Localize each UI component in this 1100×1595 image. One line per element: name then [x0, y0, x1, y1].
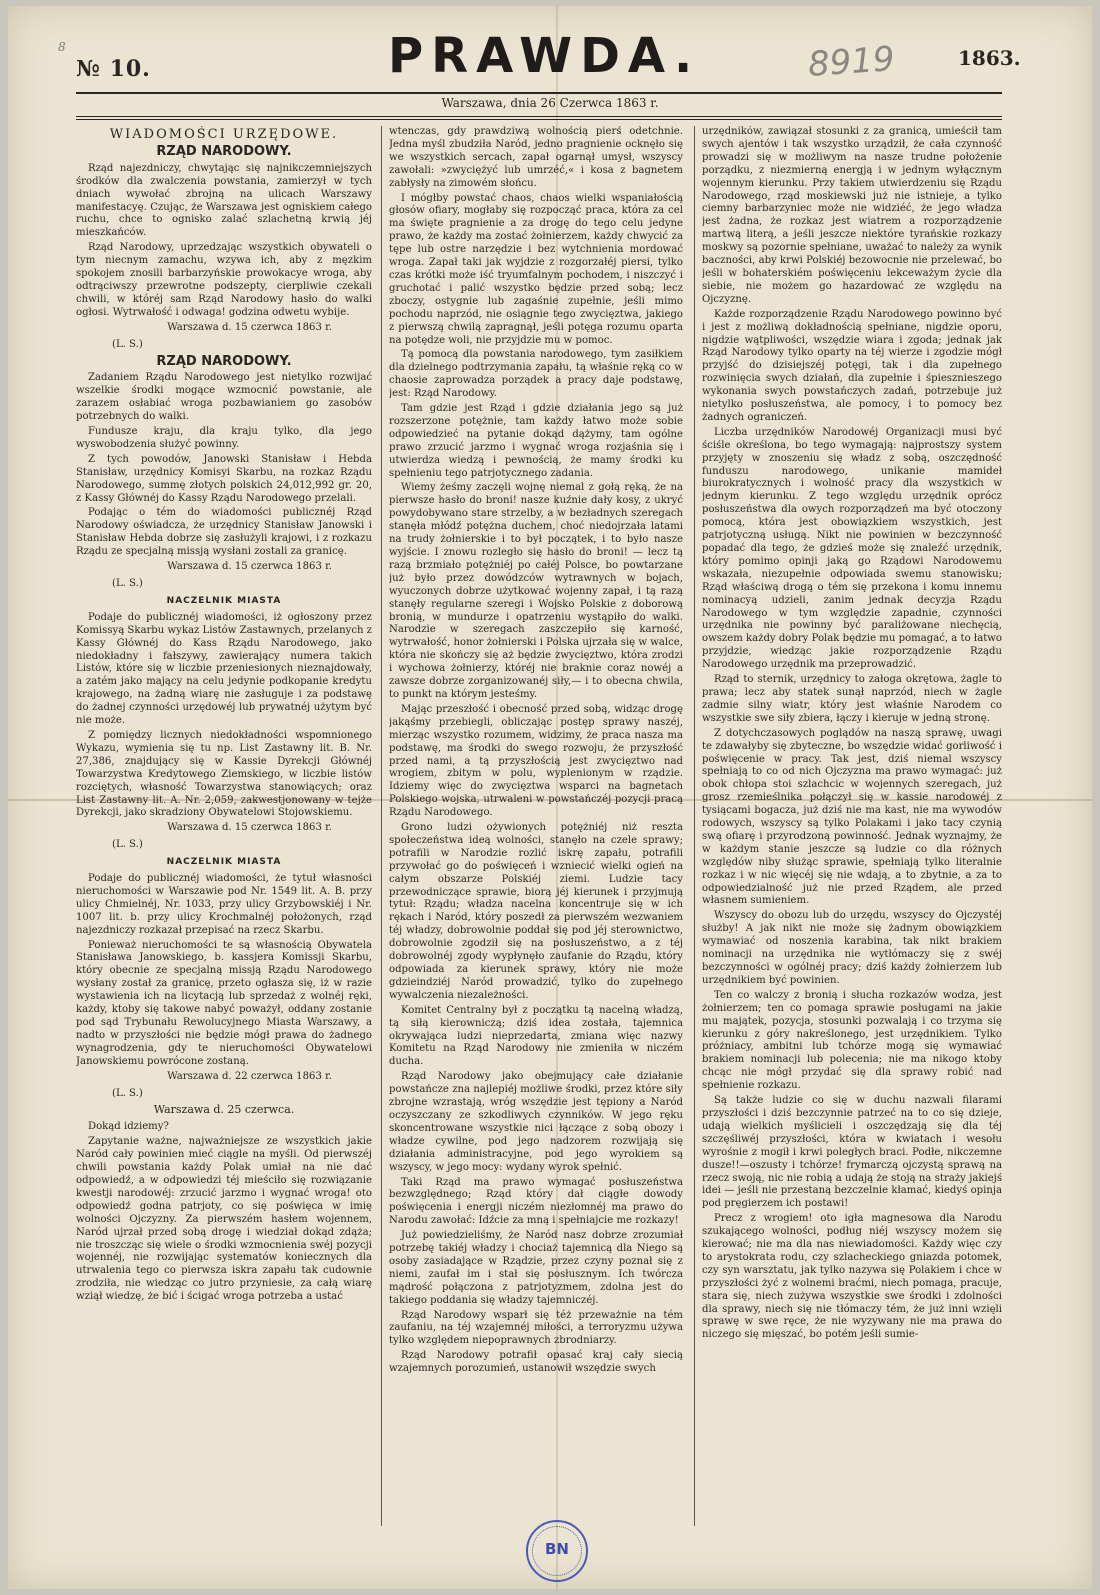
paragraph: wtenczas, gdy prawdziwą wolnością pierś odetchnie. Jedna myśl zbudziła Naród, jedno pragnienie ocknęło się we wszystkich sercach, zapał ogarnął umysł, wszyscy zawołali: »zwyciężyć lub umrzéć,« i kosa z bagnetem zabłysły na zimowém słońcu. [389, 126, 683, 189]
signature-date: Warszawa d. 15 czerwca 1863 r. [167, 561, 332, 573]
paragraph: Taki Rząd ma prawo wymagać posłuszeństwa bezwzględnego; Rząd który dał ciągłe dowody poświęcenia i energji niczém niezłomnéj ma prawo do Narodu zawołać: Idźcie za mną i spełniajcie me rozkazy! [389, 1176, 683, 1227]
seal-mark: (L. S.) [112, 338, 143, 350]
masthead [8, 6, 1092, 116]
paragraph: urzędników, zawiązał stosunki z za granicą, umieścił tam swych ajentów i tak wszystko urządził, że cała czynność prowadzi się w możliwym na nasze trudne położenie porządku, z niezmierną energją i w jednym wyłącznym wojennym kierunku. Przy takiem utwierdzeniu się Rządu Narodowego, rząd moskiewski już nie istnieje, a tylko ciemny barbarzyniec może nie widziéć, że jego władza jest żadna, że rozkaz jest wiatrem a rozporządzenie martwą literą, a jeśli jeszcze niektóre tyrańskie rozkazy moskwy są pozornie spełniane, uważać to należy za wynik baczności, aby krwi Polskiéj bezowocnie nie przelewać, bo jeśli w bohaterskiém poświęceniu lekceważym życie dla siebie, nie możem go hazardować ze względu na Ojczyznę. [702, 126, 1002, 305]
paragraph: Każde rozporządzenie Rządu Narodowego powinno być i jest z możliwą dokładnością spełniane, nigdzie oporu, nigdzie wątpliwości, wszędzie wiara i zgoda; jednak jak Rząd Narodowy tylko oparty na téj wierze i zgodzie mógł przyjść do dzisiejszéj potęgi, tak i dla zupełnego rozwinięcia swych działań, dla zupełnie i śpiesznieszego wykonania swych powstańczych zadań, potrzebuje już nietylko posłuszeństwa, ale pomocy, i to pomocy bez żadnych ograniczeń. [702, 308, 1002, 423]
section-title: WIADOMOŚCI URZĘDOWE. [109, 127, 339, 142]
margin-mark: 8 [58, 40, 66, 54]
issue-number: № 10. [76, 56, 151, 82]
paragraph: Rząd Narodowy, uprzedzając wszystkich obywateli o tym niecnym zamachu, wzywa ich, aby z męzkim spokojem znosili barbarzyńskie prowokacye wroga, aby odtrąciwszy przewrotne podszepty, cierpliwie czekali chwili, w któréj sam Rząd Narodowy hasło do walki ogłosi. Wytrwałość i odwaga! godzina odwetu wybije. [76, 242, 372, 318]
paragraph: Już powiedzieliśmy, że Naród nasz dobrze zrozumiał potrzebę takiéj władzy i chociaż tajemnicą dla Niego są osoby zasiadające w Rządzie, przez czyny poznał się z niemi, zaufał im i stał się posłusznym. Ich twórcza mądrość połączona z patrjotyzmem, zdolna jest do takiego poddania się władzy tajemniczéj. [389, 1230, 683, 1306]
paragraph: I mógłby powstać chaos, chaos wielki wspaniałością głosów ofiary, mogłaby się rozpocząć praca, która za cel ma święte pragnienie a za drogę do tego celu jedyne prawo, że każdy ma zostać żołnierzem, każdy chwycić za tępe lub ostre narzędzie i bez wytchnienia mordować wroga. Zapał taki jak wyjdzie z rozgorzałéj piersi, tylko czas krótki może iść tryumfalnym pochodem, i niszczyć i gruchotać i palić wszystko będzie przed sobą; lecz zboczy, ostygnie lub zagaśnie zupełnie, jeśli mimo pochodu naprzód, nie osiągnie tego zwycięztwa, jakiego z pierwszą chwilą zapragnął, jeśli potęga rozumu oparta na potędze woli, nie przyjdzie mu w pomoc. [389, 192, 683, 346]
paragraph: Zadaniem Rządu Narodowego jest nietylko rozwijać wszelkie środki mogące wzmocnić powstanie, ale zarazem osłabiać wroga pozbawianiem go zasobów potrzebnych do walki. [76, 372, 372, 423]
paragraph: Ten co walczy z bronią i słucha rozkazów wodza, jest żołnierzem; ten co pomaga sprawie posługami na jakie mu majątek, pozycja, stosunki pozwalają i co trzyma się kierunku z góry nakreślonego, jest urzędnikiem. Tylko próżniacy, ambitni lub tchórze mogą się wymawiać brakiem nominacji lub polecenia; nie ma nikogo ktoby chcąc nie mógł przydać się dla sprawy robić nad spełnienie rozkazu. [702, 989, 1002, 1092]
paragraph: Wszyscy do obozu lub do urzędu, wszyscy do Ojczystéj służby! A jak nikt nie może się żadnym obowiązkiem wymawiać od noszenia karabina, tak nikt brakiem nominacji na urzędnika nie wytłómaczy się z swéj bezczynności w ogólnéj pracy; dziś każdy żołnierzem lub urzędnikiem być powinien. [702, 910, 1002, 986]
paragraph: Rząd Narodowy potrafił opasać kraj cały siecią wzajemnych porozumień, ustanowił wszędzie swych [389, 1350, 683, 1375]
paragraph: Rząd najezdniczy, chwytając się najnikczemniejszych środków dla zwalczenia powstania, zamierzył w tych dniach wywołać zbrojną na ulicach Warszawy manifestacyę. Czując, że Warszawa jest ogniskiem całego ruchu, chce to ognisko zalać szlachetną krwią jéj mieszkańców. [76, 162, 372, 239]
column-3 [702, 126, 1002, 1546]
signature-date: Warszawa d. 22 czerwca 1863 r. [167, 1070, 332, 1082]
article-title: Warszawa d. 25 czerwca. [153, 1103, 295, 1117]
issue-year: 1863. [958, 46, 1021, 70]
article-title: NACZELNIK MIASTA [166, 857, 282, 868]
newspaper-title: PRAWDA. [388, 28, 701, 84]
article-title: NACZELNIK MIASTA [166, 595, 282, 606]
stamp-text: BN [545, 1540, 569, 1558]
paragraph: Są także ludzie co się w duchu nazwali filarami przyszłości i dziś bezczynnie patrzeć na to co się dzieje, udają wielkich myślicieli i oszczędzają się dla téj szczęśliwéj przyszłości, która w kwiatach i wesołu wyrośnie z mogił i krwi poległych braci. Podłe, nikczemne dusze!!—oszusty i tchórze! frymarczą ojczystą sprawą na rzecz swoją, nic nie robią a udają że stoją na straży jakiejś idei — jeśli nie przestaną bezczelnie kłamać, kiedyś opinja pod pręgierzem ich postawi! [702, 1095, 1002, 1210]
seal-mark: (L. S.) [112, 1087, 143, 1099]
signature-date: Warszawa d. 15 czerwca 1863 r. [167, 822, 332, 834]
paragraph: Fundusze kraju, dla kraju tylko, dla jego wyswobodzenia służyć powinny. [76, 426, 372, 450]
paragraph: Rząd Narodowy wsparł się téż przeważnie na tém zaufaniu, na téj wzajemnéj miłości, a terroryzmu używa tylko względem niepoprawnych zbrodniarzy. [389, 1309, 683, 1347]
paragraph: Z dotychczasowych poglądów na naszą sprawę, uwagi te zdawałyby się zbyteczne, bo wszędzie widać gorliwość i poświęcenie w pracy. Tak jest, dziś niemal wszyscy spełniają to co od nich Ojczyzna ma prawo wymagać: już obok chłopa stoi szlachcic w wojennych szeregach, już grosz rzemieślnika połączył się w kassie narodowéj z tysiącami bogacza, już dziś nie ma kast, nie ma wywodów rodowych, wszyscy są tylko Polakami i jako tacy czynią swą ofiarę i przyrodzoną powinność. Jednak wyznajmy, że w każdym stanie jeszcze są ludzie co dla różnych względów niby służąc sprawie, spełniają tylko literalnie rozkaz i w nic więcéj się nie wdają, a to zbytnie, a za to odpowiedzialność już nie przed Rządem, ale przed własnem sumieniem. [702, 727, 1002, 907]
library-stamp [526, 1520, 588, 1582]
paragraph: Grono ludzi ożywionych potężniéj niż reszta społeczeństwa ideą wolności, stanęło na czele sprawy; potrafili w Narodzie rozlić iskrę zapału, potrafili przywołać go do poświęceń i wzniecić wielki ogień na całym obszarze Polskiéj ziemi. Ludzie tacy przewodniczące sprawie, biorą jéj kierunek i przyjmują tytuł: Rządu; władza nacelna koncentruje się w ich rękach i Naród, który poszedł za pierwszém wezwaniem téj władzy, dobrowolnie poddał się pod jéj sterownictwo, dobrowolnie zgodził się na posłuszeństwo, a z téj dobrowolnéj zgody wypłynęło zaufanie do Rządu, który odpowiada za kierunek sprawy, który nie może gdzieindziéj Naród prowadzić, tylko do zupełnego wywalczenia niezależności. [389, 822, 683, 1001]
paragraph: Rząd to sternik, urzędnicy to załoga okrętowa, żagle to prawa; lecz aby statek sunął naprzód, niech w żagle zadmie silny wiatr, który jest właśnie Narodem co wszystkie swe siły zbiera, łączy i kieruje w jedną stronę. [702, 674, 1002, 724]
column-divider-1 [381, 126, 382, 1526]
column-2 [389, 126, 683, 1526]
paragraph: Mając przeszłość i obecność przed sobą, widząc drogę jakąśmy przebiegli, obliczając postęp sprawy naszéj, mierząc wszystko rozumem, widzimy, że praca nasza ma podstawę, ma środki do swego rozwoju, że przyszłość przed nami, a tą przyszłością jest zwycięztwo nad wrogiem, zbitym w polu, wyplenionym w rządzie. Idziemy więc do zwycięztwa wsparci na bagnetach Polskiego wojska, utrwaleni w powstańczéj pozycji pracą Rządu Narodowego. [389, 703, 683, 819]
paragraph: Komitet Centralny był z początku tą nacelną władzą, tą siłą kierowniczą; dziś idea została, tajemnica okrywająca ludzi nieprzedarta, zmiana więc nazwy Komitetu na Rząd Narodowy nie zmieniła w niczém ducha. [389, 1004, 683, 1068]
paragraph: Zapytanie ważne, najważniejsze ze wszystkich jakie Naród cały powinien mieć ciągle na myśli. Od pierwszéj chwili powstania każdy Polak umiał na nie dać odpowiedź, a w odpowiedzi téj mieściło się rozwiązanie kwestji narodowéj: zrzucić jarzmo i wygnać wroga! oto odpowiedź godna patrjoty, co się poświęca w imię wolności Ojczyzny. Za pierwszém hasłem wojennem, Naród ujrzał przed sobą drogę i wiedział dokąd zdąża; nie troszcząc się wiele o środki wzmocnienia swéj pozycji wojennéj, nie rozwijając systematów koniecznych dla utrwalenia tego co pierwsza iskra zapału tak cudownie zrodziła, nie wiedząc co jutro przyniesie, za całą wiarę wziął wiedzę, że bić i ścigać wroga potrzeba a ustać [76, 1136, 372, 1303]
seal-mark: (L. S.) [112, 578, 143, 589]
newspaper-page [8, 6, 1092, 1589]
paragraph: Ponieważ nieruchomości te są własnością Obywatela Stanisława Janowskiego, b. kassjera Komissji Skarbu, który obecnie ze specjalną missją Rządu Narodowego wysłany został za granicę, przeto ogłasza się, iż w razie wystawienia ich na licytacją lub sprzedaż z wolnéj ręki, każdy, ktoby się takowe nabyć poważył, oddany zostanie pod sąd Trybunału Rewolucyjnego Miasta Warszawy, a nadto w przyszłości nie będzie mógł prawa do żadnego wynagrodzenia, gdy te nieruchomości Obywatelowi Janowskiemu powrócone zostaną. [76, 939, 372, 1067]
paragraph: Podaje do publicznéj wiadomości, że tytuł własności nieruchomości w Warszawie pod Nr. 1549 lit. A. B. przy ulicy Chmielnéj, Nr. 1033, przy ulicy Grzybowskiéj i Nr. 1007 lit. b. przy ulicy Krochmalnéj położonych, rząd najezdniczy rozkazał przepisać na rzecz Skarbu. [76, 873, 372, 936]
paragraph: Z pomiędzy licznych niedokładności wspomnionego Wykazu, wymienia się tu np. List Zastawny lit. B. Nr. 27,386, znajdujący się w Kassie Dyrekcji Głównéj Towarzystwa Kredytowego Ziemskiego, w liczbie listów rozciętych, własność Towarzystwa stanowiących; oraz List Zastawny lit. A. Nr. 2,059, zakwestjonowany w tejże Dyrekcji, jako skradziony Obywatelowi Stojowskiemu. [76, 729, 372, 819]
handwritten-note: 8919 [806, 39, 896, 85]
article-title: RZĄD NARODOWY. [156, 143, 292, 159]
seal-mark: (L. S.) [112, 839, 143, 851]
column-divider-2 [694, 126, 695, 1526]
header-rule-top [76, 92, 1002, 94]
dateline: Warszawa, dnia 26 Czerwca 1863 r. [441, 96, 659, 110]
paragraph: Precz z wrogiem! oto igła magnesowa dla Narodu szukającego wolności, podług niéj wszyscy możem się kierować; nie ma dla nas niewiadomości. Każdy więc czy to arystokrata rodu, czy szlacheckiego gniazda potomek, czy syn warsztatu, jak tylko nazywa się Polakiem i chce w przyszłości żyć z wolnemi braćmi, niech pomaga, pracuje, stara się, niech zużywa wszystkie swe środki i zdolności dla sprawy, niech się nie tłómaczy tém, że już inni wzięli sprawę w swe ręce, że nie wyzywany nie ma prawa do niczego się mięszać, bo potém jeśli sumie- [702, 1213, 1002, 1341]
paragraph: Dokąd idziemy? [88, 1121, 169, 1133]
column-1 [76, 126, 372, 1546]
paragraph: Tam gdzie jest Rząd i gdzie działania jego są już rozszerzone potężnie, tam każdy łatwo może sobie odpowiedzieć na pytanie dokąd dążymy, tam ogólne prawo zrzucić jarzmo i wygnać wroga rozjaśnia się i utwierdza wiedzą i pewnością, że mamy środki ku spełnieniu tego patrjotycznego zadania. [389, 403, 683, 479]
paragraph: Wiemy żeśmy zaczęli wojnę niemal z gołą ręką, że na pierwsze hasło do broni! nasze kuźnie dały kosy, z ukryć powydobywano stare strzelby, a w bezładnych szeregach stanęła młódź potężna duchem, choć niedojrzała latami na trudy żołnierskie i to był początek, i to było nasze wyjście. I znowu rozległo się hasło do broni! — lecz tą razą brzmiało potężniéj po całéj Polsce, bo powtarzane już było przez dowódzców wytrawnych w bojach, wyuczonych dobrze użytkować wojenny zapał, i tą razą stanęły regularne szeregi i Wojsko Polskie z doborową bronią, w mundurze i opatrzeniu wystąpiło do walki. Narodzie w szeregach zaszczepiło się karność, wytrwałość, honor żołnierski i Polska ujrzała się w walce, która nie skończy się aż będzie zwycięztwo, która zrodzi i wychowa żołnierzy, któréj nie braknie coraz nowéj a zawsze dobrze zorganizowanéj siły,— i to obecna chwila, to punkt na którym jesteśmy. [389, 482, 683, 700]
signature-date: Warszawa d. 15 czerwca 1863 r. [167, 321, 332, 333]
paragraph: Rząd Narodowy jako obejmujący całe działanie powstańcze zna najlepiéj możliwe środki, przez które siły zbrojne wzrastają, wróg wszędzie jest tępiony a Naród oczyszczany ze szkodliwych czynników. W jego ręku skoncentrowane wszystkie nici łączące z sobą obozy i władze cywilne, pod jego nadzorem rozwijają się działania administracyjne, pod jego wyrokiem są wszyscy, w jego mocy: wydany wyrok spełnić. [389, 1071, 683, 1173]
paragraph: Podaje do publicznéj wiadomości, iż ogłoszony przez Komissyą Skarbu wykaz Listów Zastawnych, przelanych z Kassy Głównéj do Kass Rządu Narodowego, jako niedokładny i fałszywy, zawierający numera takich Listów, które się w liczbie przeniesionych nieznajdowały, a zatém jako mający na celu jedynie podkopanie kredytu krajowego, na żadną wiarę nie zasługuje i za podstawę do żadnej czynności urzędowéj lub prywatnéj użytym być nie może. [76, 611, 372, 727]
paragraph: Z tych powodów, Janowski Stanisław i Hebda Stanisław, urzędnicy Komisyi Skarbu, na rozkaz Rządu Narodowego, summę złotych polskich 24,012,992 gr. 20, z Kassy Głównéj do Kassy Rządu Narodowego przelali. [76, 453, 372, 504]
article-title: RZĄD NARODOWY. [156, 353, 292, 369]
paragraph: Podając o tém do wiadomości publicznéj Rząd Narodowy oświadcza, że urzędnicy Stanisław Janowski i Stanisław Hebda dobrze się zasłużyli krajowi, i z rozkazu Rządu ze specjalną missją wysłani zostali za granicę. [76, 507, 372, 558]
header-rule-bottom [76, 116, 1002, 120]
paragraph: Tą pomocą dla powstania narodowego, tym zasiłkiem dla dzielnego podtrzymania zapału, tą właśnie ręką co w chaosie zaprowadza porządek a pracy daje podstawę, jest: Rząd Narodowy. [389, 349, 683, 400]
paragraph: Liczba urzędników Narodowéj Organizacji musi być ściśle określona, bo tego wymagają: najprostszy system przyjęty w znoszeniu się władz z sobą, oszczędność funduszu narodowego, unikanie mamideł biurokratycznych i wolność pracy dla wszystkich w jednym kierunku. Z tego względu urzędnik oprócz posłuszeństwa dla owych rozporządzeń ma być otoczony pomocą, która jest obowiązkiem wszystkich, jest patrjotyczną usługą. Nikt nie powinien w bezczynność popadać dla tego, że gdzieś może się znaleźć urzędnik, który pomimo opinji jaką go Rządowi Narodowemu wskazała, niezupełnie odpowiada swemu stanowisku; Rząd właściwą drogą o tém się przekona i komu innemu nominacyą udzieli, zanim jednak decyzja Rządu Narodowego w tym względzie zapadnie, czynności urzędnika nie powinny być paraliżowane niechęcią, owszem każdy dobry Polak będzie mu pomagać, a to łatwo przyjdzie, wiedząc jakie rozporządzenie Rządu Narodowego urzędnik ma przeprowadzić. [702, 426, 1002, 671]
